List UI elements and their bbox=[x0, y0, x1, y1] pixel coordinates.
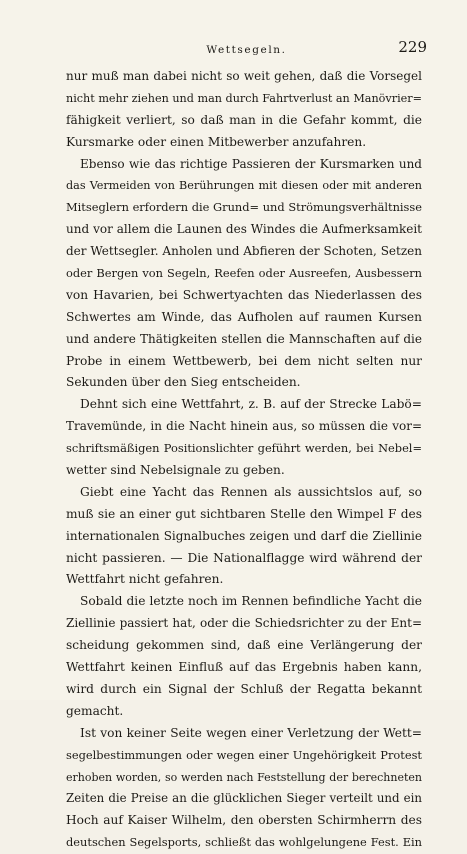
text-line: oder Bergen von Segeln, Reefen oder Ausreefen, Ausbessern bbox=[66, 266, 422, 281]
text-line: Ist von keiner Seite wegen einer Verletzung der Wett= bbox=[80, 725, 422, 740]
page-number: 229 bbox=[398, 38, 427, 56]
text-line: nicht passieren. — Die Nationalflagge wird während der bbox=[66, 550, 422, 565]
text-line: Mitseglern erfordern die Grund= und Strömungsverhältnisse bbox=[66, 200, 422, 215]
text-line: Sobald die letzte noch im Rennen befindliche Yacht die bbox=[80, 594, 422, 609]
text-line: Probe in einem Wettbewerb, bei dem nicht selten nur bbox=[66, 353, 422, 368]
text-line: Sekunden über den Sieg entscheiden. bbox=[66, 375, 301, 390]
text-line: Travemünde, in die Nacht hinein aus, so müssen die vor= bbox=[66, 419, 422, 434]
running-head: Wettsegeln. bbox=[206, 44, 287, 56]
text-line: der Wettsegler. Anholen und Abfieren der Schoten, Setzen bbox=[66, 244, 422, 259]
text-line: erhoben worden, so werden nach Feststellung der berechneten bbox=[66, 770, 422, 784]
text-line: und andere Thätigkeiten stellen die Mannschaften auf die bbox=[66, 331, 422, 346]
text-line: Schwertes am Winde, das Aufholen auf raumen Kursen bbox=[66, 309, 422, 324]
text-line: schriftsmäßigen Positionslichter geführt werden, bei Nebel= bbox=[66, 441, 422, 456]
text-line: Ebenso wie das richtige Passieren der Kursmarken und bbox=[80, 156, 422, 171]
text-line: Wettfahrt nicht gefahren. bbox=[66, 572, 224, 587]
text-line: Wettfahrt keinen Einfluß auf das Ergebnis haben kann, bbox=[66, 660, 422, 675]
text-line: internationalen Signalbuches zeigen und darf die Ziellinie bbox=[66, 528, 422, 543]
text-line: Zeiten die Preise an die glücklichen Sieger verteilt und ein bbox=[66, 791, 422, 806]
text-line: fähigkeit verliert, so daß man in die Gefahr kommt, die bbox=[66, 112, 422, 127]
text-line: und vor allem die Launen des Windes die Aufmerksamkeit bbox=[66, 222, 422, 237]
text-line: Giebt eine Yacht das Rennen als aussichtslos auf, so bbox=[80, 484, 422, 499]
text-line: von Havarien, bei Schwertyachten das Niederlassen des bbox=[66, 287, 422, 302]
text-line: segelbestimmungen oder wegen einer Ungehörigkeit Protest bbox=[66, 747, 422, 762]
page-header bbox=[66, 38, 427, 58]
text-line: Kursmarke oder einen Mitbewerber anzufahren. bbox=[66, 134, 367, 149]
text-line: Hoch auf Kaiser Wilhelm, den obersten Schirmherrn des bbox=[66, 813, 422, 828]
text-line: muß sie an einer gut sichtbaren Stelle den Wimpel F des bbox=[66, 506, 422, 521]
text-line: das Vermeiden von Berührungen mit diesen oder mit anderen bbox=[66, 179, 422, 193]
text-line: nur muß man dabei nicht so weit gehen, daß die Vorsegel bbox=[66, 69, 422, 83]
text-line: Ziellinie passiert hat, oder die Schiedsrichter zu der Ent= bbox=[66, 616, 422, 631]
text-line: Dehnt sich eine Wettfahrt, z. B. auf der Strecke Labö= bbox=[80, 397, 422, 412]
text-line: scheidung gekommen sind, daß eine Verlängerung der bbox=[66, 638, 422, 653]
body-text bbox=[66, 66, 422, 854]
text-line: nicht mehr ziehen und man durch Fahrtverlust an Manövrier= bbox=[66, 91, 422, 105]
text-line: gemacht. bbox=[66, 703, 124, 718]
text-line: wetter sind Nebelsignale zu geben. bbox=[66, 463, 285, 478]
text-line: wird durch ein Signal der Schluß der Regatta bekannt bbox=[66, 681, 422, 696]
text-line: deutschen Segelsports, schließt das wohlgelungene Fest. Ein bbox=[66, 835, 422, 850]
